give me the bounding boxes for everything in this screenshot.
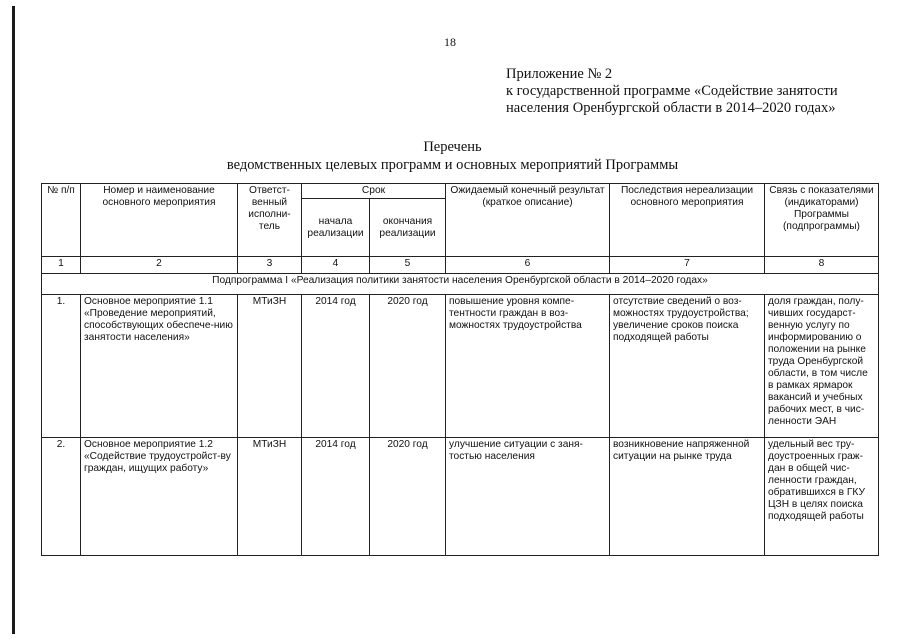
appendix-line-1: Приложение № 2 [506,66,613,82]
column-number: 7 [610,257,765,274]
header-start: начала реализации [302,199,370,257]
header-result: Ожидаемый конечный результат (краткое описание) [446,184,610,257]
document-title [0,138,905,174]
table-row [42,295,879,438]
row-num: 2. [42,438,81,556]
subprogram-row [42,274,879,295]
column-number: 8 [765,257,879,274]
row-name: Основное мероприятие 1.1 «Проведение мероприятий, способствующих обеспече-нию занятости населения» [81,295,238,438]
subprogram-title: Подпрограмма I «Реализация политики занятости населения Оренбургской области в 2014–2020 годах» [42,274,879,295]
column-number-row [42,257,879,274]
row-num: 1. [42,295,81,438]
scan-edge-bar [12,6,15,634]
header-name: Номер и наименование основного мероприятия [81,184,238,257]
row-start: 2014 год [302,295,370,438]
row-consequences: отсутствие сведений о воз-можностях трудоустройства; увеличение сроков поиска подходящей работы [610,295,765,438]
column-number: 4 [302,257,370,274]
header-link: Связь с показателями (индикаторами) Программы (подпрограммы) [765,184,879,257]
header-num: № п/п [42,184,81,257]
row-link: удельный вес тру-доустроенных граж-дан в общей чис-ленности граждан, обратившихся в ГКУ ЦЗН в целях поиска подходящей работы [765,438,879,556]
column-number: 3 [238,257,302,274]
row-responsible: МТиЗН [238,438,302,556]
table-row [42,438,879,556]
row-end: 2020 год [370,295,446,438]
appendix-heading [506,66,838,117]
page-number: 18 [444,35,456,49]
header-consequences: Последствия нереализации основного мероприятия [610,184,765,257]
header-responsible: Ответст-венный исполни-тель [238,184,302,257]
appendix-line-3: населения Оренбургской области в 2014–2020 годах» [506,100,836,116]
column-number: 1 [42,257,81,274]
row-link: доля граждан, полу-чивших государст-венную услугу по информированию о положении на рынке труда Оренбургской области, в том числе в рамках ярмарок вакансий и учебных рабочих мест, в чис-ленности ЭАН [765,295,879,438]
programs-table [41,183,879,556]
row-result: улучшение ситуации с заня-тостью населения [446,438,610,556]
column-number: 5 [370,257,446,274]
appendix-line-2: к государственной программе «Содействие занятости [506,83,838,99]
row-start: 2014 год [302,438,370,556]
column-number: 2 [81,257,238,274]
header-end: окончания реализации [370,199,446,257]
header-row-1 [42,184,879,199]
row-responsible: МТиЗН [238,295,302,438]
row-result: повышение уровня компе-тентности граждан в воз-можностях трудоустройства [446,295,610,438]
header-term: Срок [302,184,446,199]
title-line-1: Перечень [423,139,482,155]
title-line-2: ведомственных целевых программ и основных мероприятий Программы [226,157,679,173]
row-consequences: возникновение напряженной ситуации на рынке труда [610,438,765,556]
row-end: 2020 год [370,438,446,556]
row-name: Основное мероприятие 1.2 «Содействие трудоустройст-ву граждан, ищущих работу» [81,438,238,556]
column-number: 6 [446,257,610,274]
